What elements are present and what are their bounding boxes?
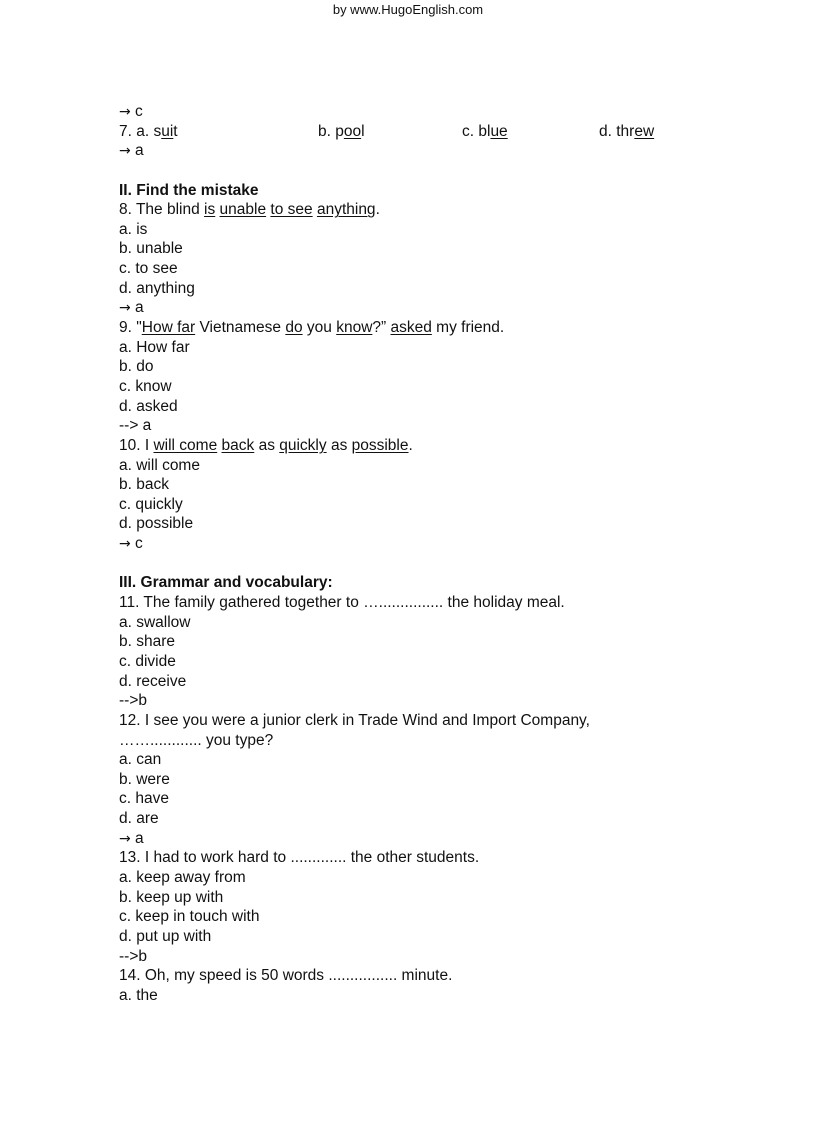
arrow-icon: → <box>119 536 131 553</box>
answer-9: --> a <box>119 417 152 435</box>
option: c. quickly <box>119 495 183 513</box>
option: b. back <box>119 476 169 494</box>
option: c. divide <box>119 652 176 670</box>
option: d. anything <box>119 279 195 297</box>
arrow-icon: → <box>119 143 131 160</box>
page-header: by www.HugoEnglish.com <box>332 2 484 17</box>
option: a. the <box>119 986 158 1004</box>
question-9: 9. "How far Vietnamese do you know?” asked my friend. <box>119 319 505 337</box>
option: a. swallow <box>119 613 191 631</box>
option: d. receive <box>119 672 187 690</box>
answer-11: -->b <box>119 692 147 710</box>
answer-13: -->b <box>119 947 147 965</box>
arrow-icon: → <box>119 300 131 317</box>
question-12-line-1: 12. I see you were a junior clerk in Trade Wind and Import Company, <box>119 711 590 729</box>
q7-option-d: d. threw <box>599 122 655 140</box>
section-heading-find-mistake: II. Find the mistake <box>119 181 259 199</box>
option: d. possible <box>119 515 194 533</box>
option: a. will come <box>119 456 200 474</box>
answer-10: → c <box>119 535 143 553</box>
arrow-icon: → <box>119 830 131 847</box>
option: a. is <box>119 220 148 238</box>
q7-option-b: b. pool <box>318 122 365 140</box>
option: a. How far <box>119 338 190 356</box>
option: b. unable <box>119 240 183 258</box>
option: c. keep in touch with <box>119 908 260 926</box>
option: a. keep away from <box>119 868 246 886</box>
answer-6: → c <box>119 103 143 120</box>
section-heading-grammar: III. Grammar and vocabulary: <box>119 574 333 592</box>
question-12-line-2: ……............ you type? <box>119 731 274 749</box>
answer-7: → a <box>119 142 144 160</box>
question-8: 8. The blind is unable to see anything. <box>119 201 380 219</box>
question-10: 10. I will come back as quickly as possible. <box>119 436 413 454</box>
option: b. keep up with <box>119 888 224 906</box>
option: b. share <box>119 633 176 651</box>
option: d. are <box>119 810 159 828</box>
option: c. know <box>119 377 172 395</box>
question-13: 13. I had to work hard to ............. the other students. <box>119 849 480 867</box>
option: b. do <box>119 358 154 376</box>
option: c. have <box>119 790 169 808</box>
question-11: 11. The family gathered together to …............... the holiday meal. <box>119 594 565 612</box>
arrow-icon: → <box>119 104 131 120</box>
option: d. asked <box>119 397 178 415</box>
q7-option-c: c. blue <box>462 122 508 140</box>
option: a. can <box>119 751 162 769</box>
document-body <box>119 102 779 1005</box>
option: b. were <box>119 770 170 788</box>
question-14: 14. Oh, my speed is 50 words ................ minute. <box>119 967 453 985</box>
option: d. put up with <box>119 927 212 945</box>
question-7-options <box>119 122 779 142</box>
answer-8: → a <box>119 299 144 317</box>
q7-option-a: 7. a. suit <box>119 122 178 140</box>
answer-12: → a <box>119 829 144 847</box>
option: c. to see <box>119 260 178 278</box>
